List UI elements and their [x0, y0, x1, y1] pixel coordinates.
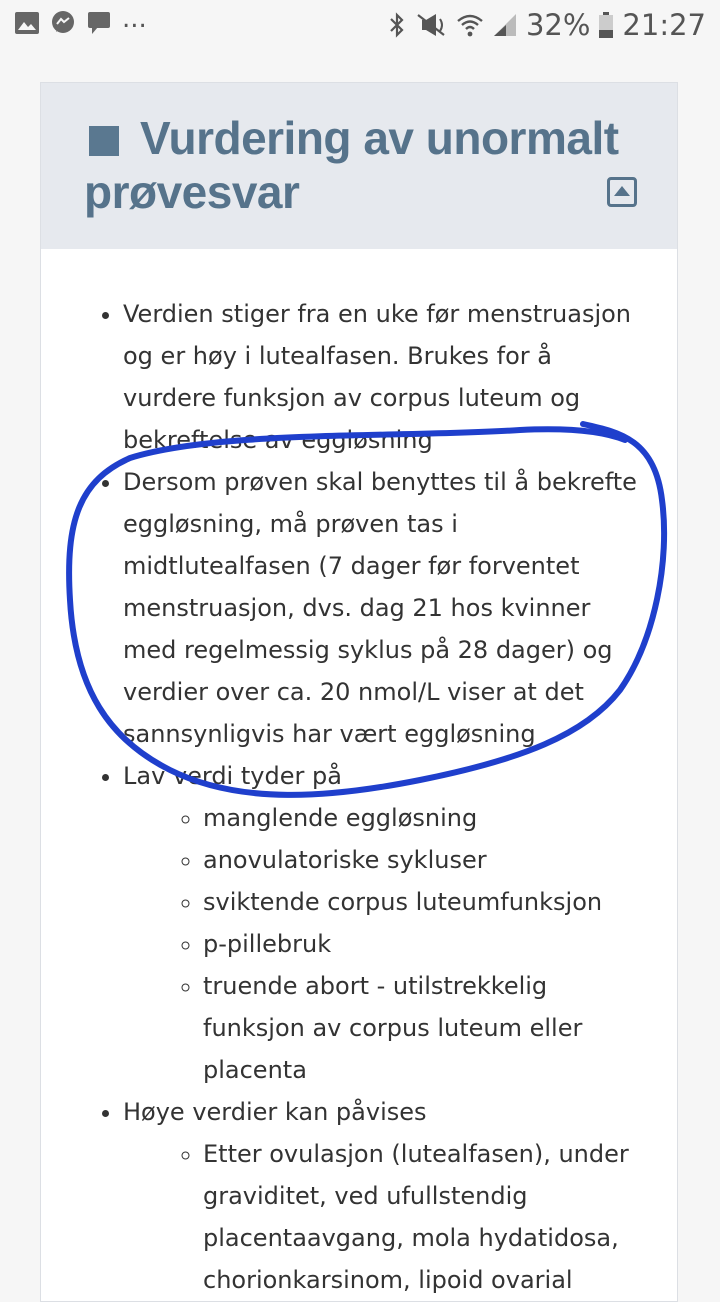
sub-list-item: ◦ truende abort - utilstrekkelig funksjon av corpus luteum eller placenta	[203, 965, 647, 1091]
gallery-icon	[14, 11, 40, 35]
sub-list-item: ◦ manglende eggløsning	[203, 797, 647, 839]
battery-percent: 32%	[525, 8, 591, 42]
sub-list-item: ◦ p-pillebruk	[203, 923, 647, 965]
wifi-icon	[456, 12, 484, 38]
status-bar	[0, 0, 720, 48]
sub-list	[123, 797, 647, 1091]
section-content	[41, 249, 677, 1301]
system-icons	[388, 8, 706, 42]
sub-list-item: ◦ Etter ovulasjon (lutealfasen), under graviditet, ved ufullstendig placentaavgang, mola hydatidosa, chorionkarsinom, lipoid ovarial	[203, 1133, 647, 1301]
notification-icons	[14, 4, 147, 36]
list-item: • Lav verdi tyder på ◦ manglende eggløsning ◦ anovulatoriske sykluser ◦ sviktende corpus luteumfunksjon ◦ p-pillebruk ◦ truende abort - utilstrekkelig funksjon av corpus luteum eller placenta	[123, 755, 647, 1091]
sub-list-item: ◦ sviktende corpus luteumfunksjon	[203, 881, 647, 923]
sub-list	[123, 1133, 647, 1301]
section-card	[40, 82, 678, 1302]
list-item: • Høye verdier kan påvises ◦ Etter ovulasjon (lutealfasen), under graviditet, ved ufullstendig placentaavgang, mola hydatidosa, chorionkarsinom, lipoid ovarial	[123, 1091, 647, 1301]
list-item: • Verdien stiger fra en uke før menstruasjon og er høy i lutealfasen. Brukes for å vurdere funksjon av corpus luteum og bekreftelse av eggløsning	[123, 293, 647, 461]
clock: 21:27	[622, 8, 706, 42]
bluetooth-icon	[388, 12, 406, 38]
battery-icon	[598, 11, 614, 39]
list-item: • Dersom prøven skal benyttes til å bekrefte eggløsning, må prøven tas i midtlutealfasen (7 dager før forventet menstruasjon, dvs. dag 21 hos kvinner med regelmessig syklus på 28 dager) og verdier over ca. 20 nmol/L viser at det sannsynligvis har vært eggløsning	[123, 461, 647, 755]
mute-icon	[414, 12, 448, 38]
main-list	[41, 293, 647, 1301]
more-notifications: ...	[122, 4, 147, 34]
collapse-icon[interactable]	[607, 177, 637, 207]
sub-list-item: ◦ anovulatoriske sykluser	[203, 839, 647, 881]
header-square-icon	[89, 126, 119, 156]
chat-icon	[86, 10, 112, 36]
section-title: Vurdering av unormalt prøvesvar	[84, 112, 619, 218]
section-header[interactable]	[41, 83, 677, 249]
signal-icon	[492, 12, 518, 38]
messenger-icon	[50, 10, 76, 36]
